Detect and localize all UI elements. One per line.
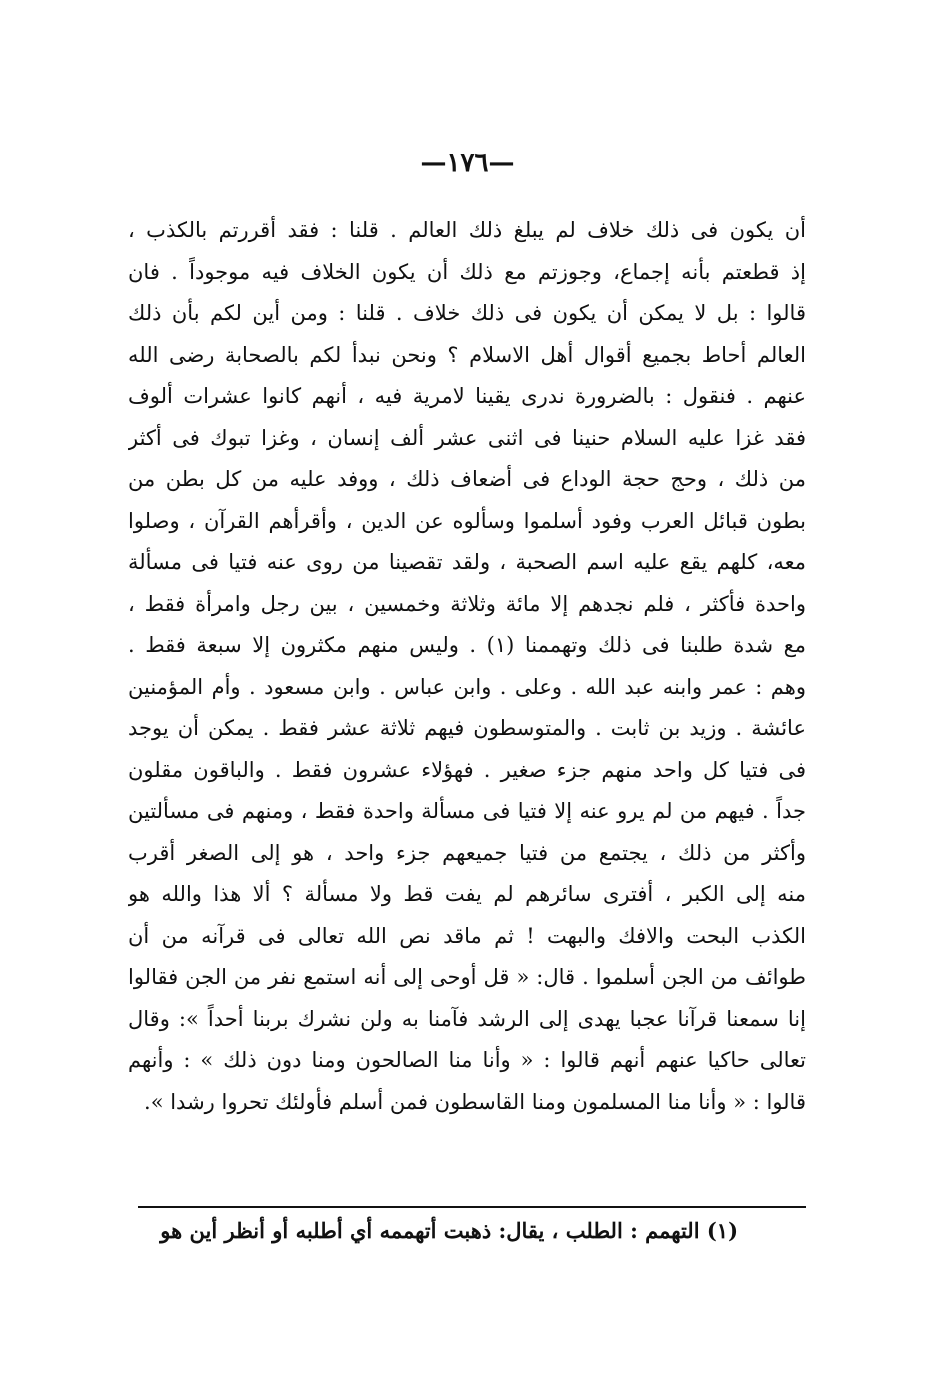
footnote: (١) التهمم : الطلب ، يقال: ذهبت أتهممه أي أطلبه أو أنظر أين هو [160,1218,738,1243]
text-line: جداً . فيهم من لم يرو عنه إلا فتيا فى مسألة واحدة فقط ، ومنهم فى مسألتين [128,799,806,823]
text-line: الكذب البحت والافك والبهت ! ثم ماقد نص الله تعالى فى قرآنه من أن [128,923,806,948]
text-line: مع شدة طلبنا فى ذلك وتهممنا (١) . وليس منهم مكثرون إلا سبعة فقط . [128,633,806,657]
text-line: فقد غزا عليه السلام حنينا فى اثنى عشر ألف إنسان ، وغزا تبوك فى أكثر [128,425,806,450]
text-line: عائشة . وزيد بن ثابت . والمتوسطون فيهم ثلاثة عشر فقط . يمكن أن يوجد [128,716,806,740]
text-line: منه إلى الكبر ، أفترى سائرهم لم يفت قط ولا مسألة ؟ ألا هذا والله هو [128,882,806,906]
text-line: وهم : عمر وابنه عبد الله . وعلى . وابن عباس . وابن مسعود . وأم المؤمنين [128,674,806,699]
text-line: إذ قطعتم بأنه إجماع، وجوزتم مع ذلك أن يكون الخلاف فيه موجوداً . فان [128,259,806,284]
text-line: إنا سمعنا قرآنا عجبا يهدى إلى الرشد فآمنا به ولن نشرك بربنا أحداً »: وقال [128,1006,806,1031]
footnote-divider [138,1206,806,1208]
text-line: فى فتيا كل واحد منهم جزء صغير . فهؤلاء عشرون فقط . والباقون مقلون [128,757,806,782]
text-line: أن يكون فى ذلك خلاف لم يبلغ ذلك العالم . قلنا : فقد أقررتم بالكذب ، [128,218,806,242]
text-line: قالوا : بل لا يمكن أن يكون فى ذلك خلاف . قلنا : ومن أين لكم بأن ذلك [128,301,806,325]
text-line: واحدة فأكثر ، فلم نجدهم إلا مائة وثلاثة وخمسين ، بين رجل وامرأة فقط ، [128,591,806,616]
text-line: قالوا : « وأنا منا المسلمون ومنا القاسطون فمن أسلم فأولئك تحروا رشدا ». [144,1089,806,1114]
text-line: عنهم . فنقول : بالضرورة ندرى يقينا لامرية فيه ، أنهم كانوا عشرات ألوف [128,384,806,408]
text-line: معه، كلهم يقع عليه اسم الصحبة ، ولقد تقصينا من روى عنه فتيا فى مسألة [128,550,806,574]
text-line: طوائف من الجن أسلموا . قال: « قل أوحى إلى أنه استمع نفر من الجن فقالوا [128,965,806,989]
text-line: تعالى حاكيا عنهم أنهم قالوا : « وأنا منا الصالحون ومنا دون ذلك » : وأنهم [128,1048,806,1072]
text-line: العالم أحاط بجميع أقوال أهل الاسلام ؟ ونحن نبدأ لكم بالصحابة رضى الله [128,342,806,367]
text-line: بطون قبائل العرب وفود أسلموا وسألوه عن الدين ، وأقرأهم القرآن ، وصلوا [128,508,806,533]
text-line: من ذلك ، وحج حجة الوداع فى أضعاف ذلك ، ووفد عليه من كل بطن من [128,467,806,491]
body-text [128,210,806,1123]
text-line: وأكثر من ذلك ، يجتمع من فتيا جميعهم جزء واحد ، هو إلى الصغر أقرب [128,840,806,865]
page-number: —١٧٦— [420,148,515,178]
